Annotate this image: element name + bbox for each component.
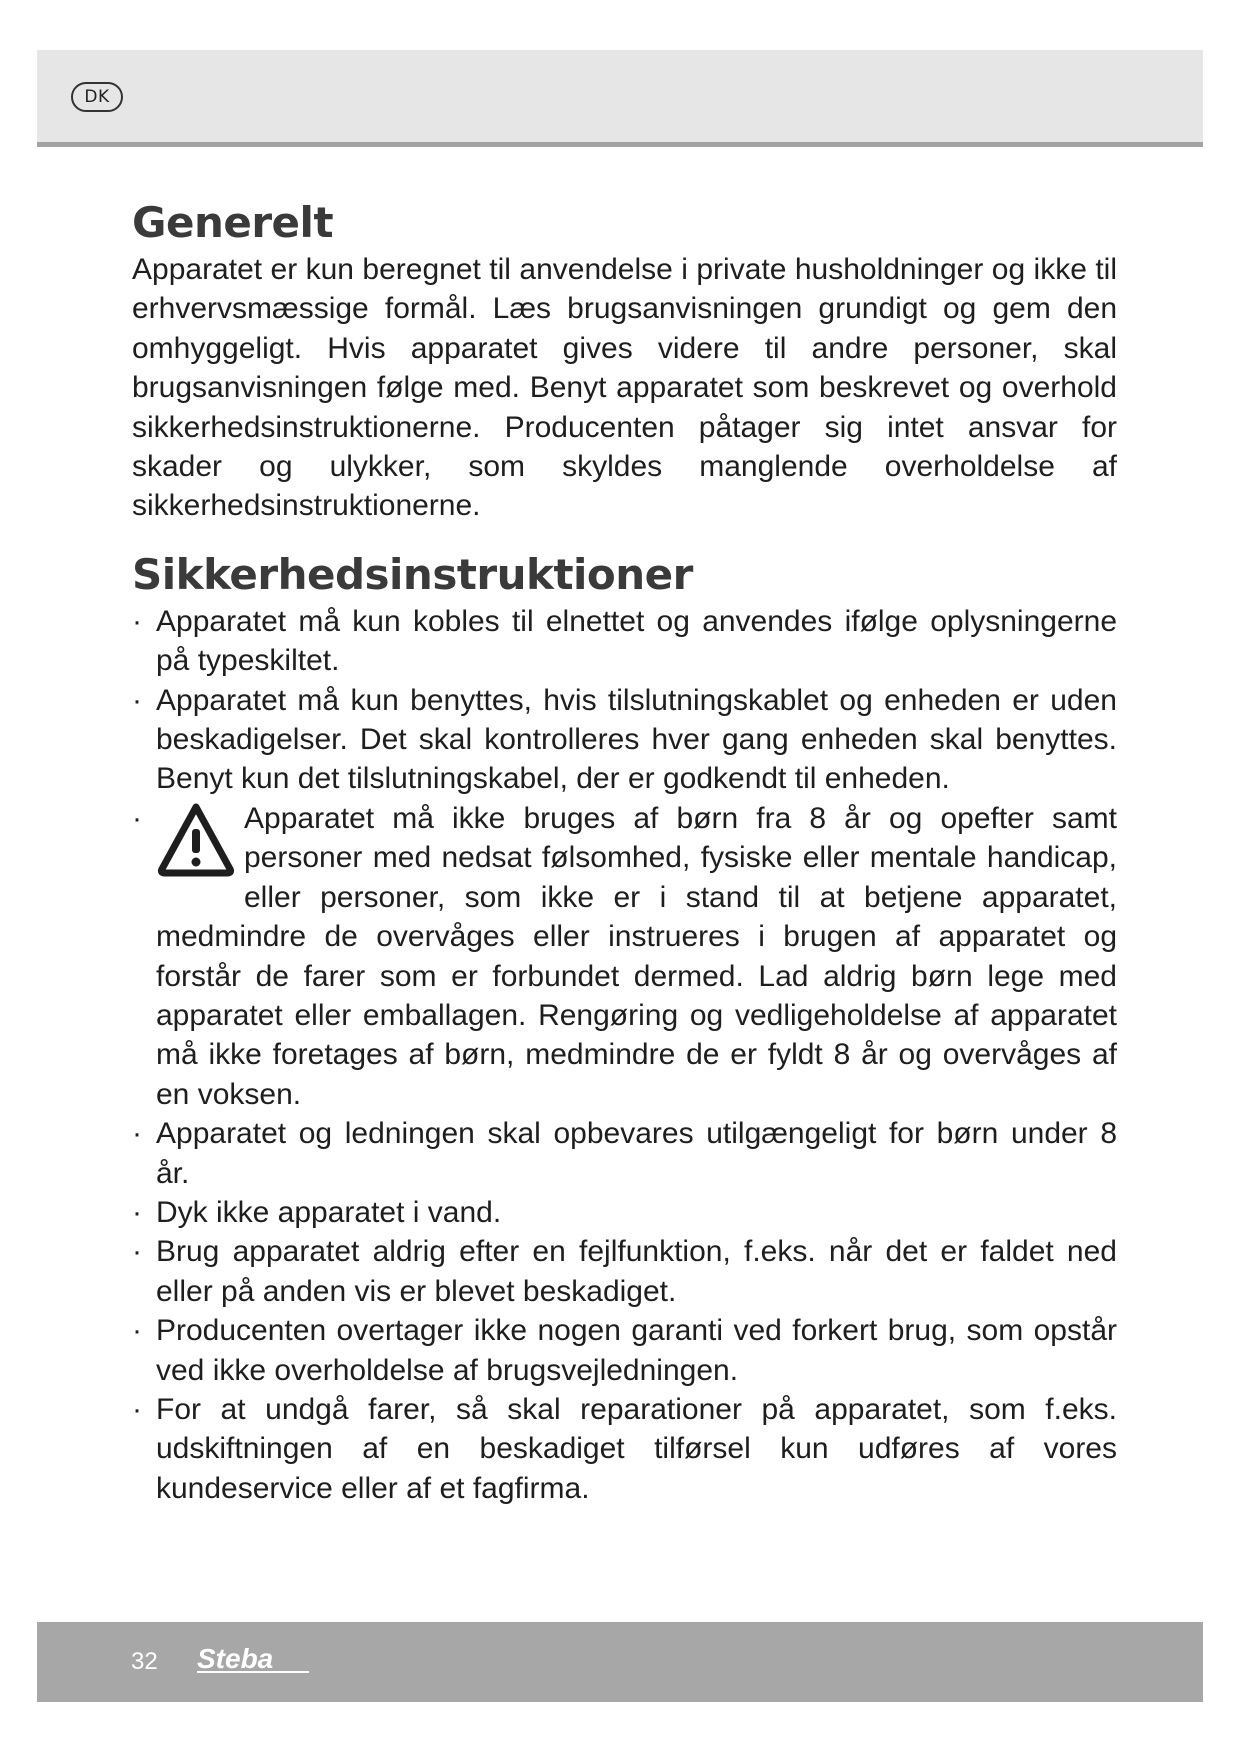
page-header bbox=[37, 50, 1203, 147]
bullet: · bbox=[132, 1392, 142, 1426]
list-item-text: Apparatet må kun benyttes, hvis tilslutningskablet og enheden er uden beskadigelser. Det skal kontrolleres hver gang enheden skal benyttes. Benyt kun det tilslutningskabel, der er godkendt til enheden. bbox=[156, 683, 1117, 796]
warning-triangle-icon bbox=[156, 799, 236, 879]
page-footer bbox=[37, 1622, 1203, 1702]
safety-list bbox=[132, 602, 1117, 1508]
steba-logo bbox=[197, 1640, 317, 1680]
bullet: · bbox=[132, 604, 142, 638]
list-item bbox=[132, 1193, 1117, 1232]
country-code-badge: DK bbox=[71, 82, 123, 112]
bullet: · bbox=[132, 801, 142, 835]
section-title-general: Generelt bbox=[132, 198, 334, 247]
list-item-text: Producenten overtager ikke nogen garanti ved forkert brug, som opstår ved ikke overholdelse af brugsvejledningen. bbox=[156, 1314, 1117, 1387]
general-paragraph: Apparatet er kun beregnet til anvendelse i private husholdninger og ikke til erhvervsmæssige formål. Læs brugsanvisningen grundigt og gem den omhyggeligt. Hvis apparatet gives videre til andre personer, skal brugsanvisningen følge med. Benyt apparatet som beskrevet og overhold sikkerhedsinstruktionerne. Producenten påtager sig intet ansvar for skader og ulykker, som skyldes manglende overholdelse af sikkerhedsinstruktionerne. bbox=[132, 253, 1117, 523]
bullet: · bbox=[132, 1117, 142, 1151]
list-item-text: Apparatet må kun kobles til elnettet og anvendes ifølge oplysningerne på typeskiltet. bbox=[156, 604, 1117, 678]
list-item-text: Apparatet og ledningen skal opbevares utilgængeligt for børn under 8 år. bbox=[156, 1117, 1117, 1190]
list-item-text: Apparatet må ikke bruges af børn fra 8 år og opefter samt personer med nedsat følsomhed, fysiske eller mentale handicap, eller personer, som ikke er i stand til at betjene apparatet, medmindre de overvåges eller instrueres i brugen af apparatet og forstår de farer som er forbundet dermed. Lad aldrig børn lege med apparatet eller emballagen. Rengøring og vedligeholdelse af apparatet må ikke foretages af børn, medmindre de er fyldt 8 år og overvåges af en voksen. bbox=[156, 801, 1117, 1111]
page-content bbox=[132, 196, 1117, 1508]
bullet: · bbox=[132, 1235, 142, 1269]
list-item bbox=[132, 1311, 1117, 1390]
list-item bbox=[132, 602, 1117, 681]
bullet: · bbox=[132, 1195, 142, 1229]
list-item bbox=[132, 1114, 1117, 1193]
list-item bbox=[132, 1232, 1117, 1311]
list-item bbox=[132, 799, 1117, 1114]
bullet: · bbox=[132, 1314, 142, 1348]
list-item-text: For at undgå farer, så skal reparationer på apparatet, som f.eks. udskiftningen af en beskadiget tilførsel kun udføres af vores kundeservice eller af et fagfirma. bbox=[156, 1392, 1117, 1505]
list-item-text: Dyk ikke apparatet i vand. bbox=[156, 1195, 502, 1229]
section-title-safety: Sikkerhedsinstruktioner bbox=[132, 549, 693, 599]
list-item-text: Brug apparatet aldrig efter en fejlfunktion, f.eks. når det er faldet ned eller på anden vis er blevet beskadiget. bbox=[156, 1235, 1117, 1308]
bullet: · bbox=[132, 683, 142, 717]
page-number: 32 bbox=[131, 1648, 158, 1675]
list-item bbox=[132, 681, 1117, 799]
list-item bbox=[132, 1390, 1117, 1508]
brand-name: Steba bbox=[197, 1643, 274, 1674]
